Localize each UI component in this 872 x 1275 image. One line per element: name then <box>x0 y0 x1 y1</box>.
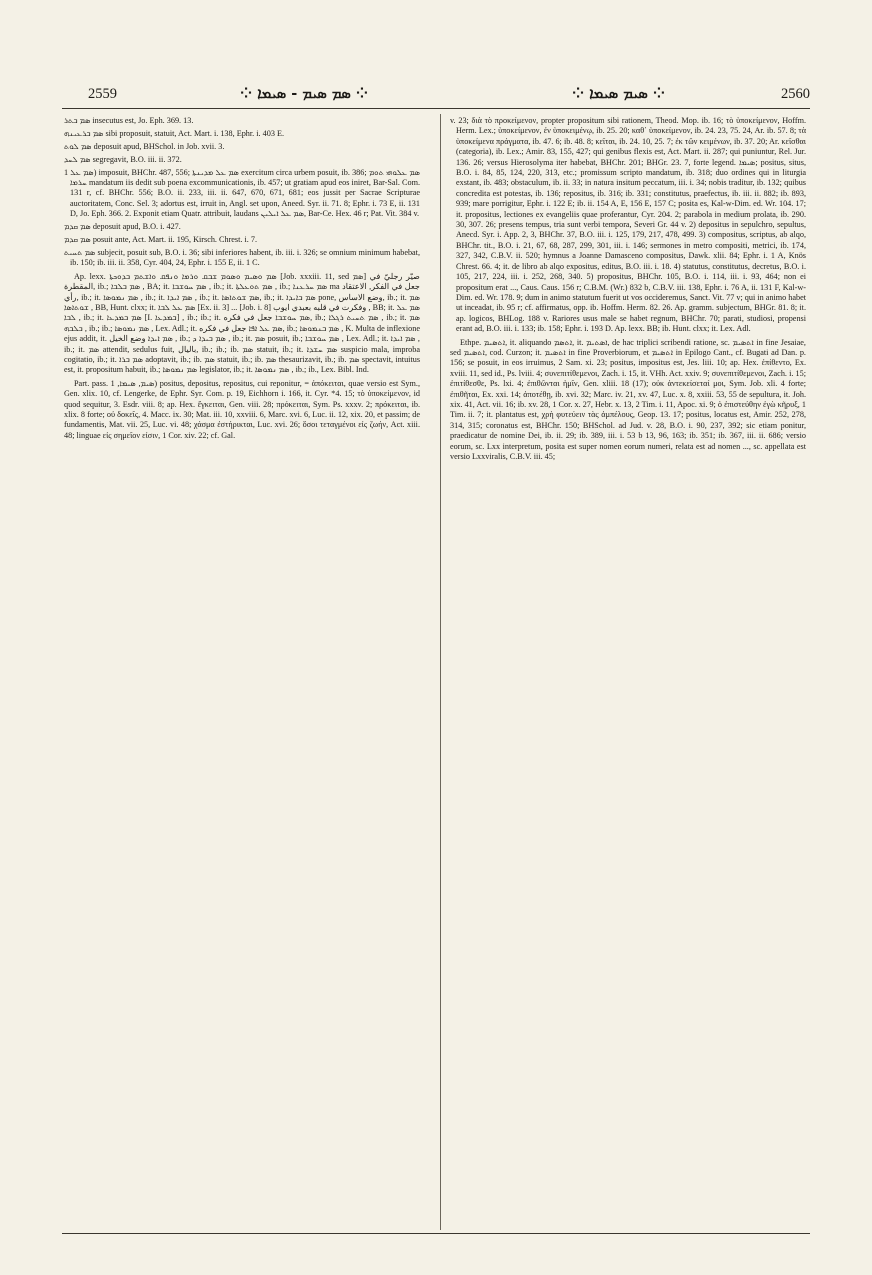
dictionary-entry: ܣܡ ܒܪܥܝܢܗ sibi proposuit, statuit, Act. Mart. i. 138, Ephr. i. 403 E. <box>64 128 285 138</box>
dictionary-entry: ܣܡ ܥܠ 1) imposuit, BHChr. 487, 556; ܣܡ ܥܠ ܡܕܝܢܬܐ exercitum circa urbem posuit, ib. 386; ܣܡ ܥܠܘܗܝ ܬܘܡ ܚܪܡܐ mandatum iis dedit sub poena excommunicationis, ib. 457; ut gratiam apud eos iniret, Bar-Sal. Com. 131 r, cf. BHChr. 556; B.O. ii. 233, iii. ii. 647, 670, 671, 681; eos jussit per Sacrae Scripturae auctoritatem, Conc. Sel. 3; adortus est, irruit in, Angl. set upon, Aneed. Syr. ii. 71. 8; Ephr. i. 73 E, ii. 131 D, Jo. Eph. 366. 2. Exponit etiam Quatr. attribuit, laudans ܣܡ ܥܠ ܐܝܠܝܢ, Bar-Ce. Hex. 46 r; Pat. Vit. 384 v. <box>64 167 420 219</box>
running-title-right: ⁘ ܣܝܡ ܣܝܡܐ ⁘ <box>572 86 666 102</box>
dictionary-entry: ܣܡ ܩܕܡ deposuit apud, B.O. i. 427. <box>64 222 181 232</box>
header-rule <box>62 108 810 109</box>
dictionary-entry: ܣܡ ܒܬܪ insecutus est, Jo. Eph. 369. 13. <box>64 116 194 125</box>
dictionary-entry: Ethpe. ܐܬܣܝܡ, it. aliquando ܐܬܣܡ, it. ܐܣܬܝܡ, de hac triplici scribendi ratione, sc. ܐܬܣܝܡ in fine Jesaiae, sed ܐܬܣܝܡ, cod. Curzon; it. ܐܬܣܝܡ in fine Proverbiorum, et ܐܬܣܝܡ in Epilogo Cant., cf. Bugati ad Dan. p. 156; se posuit, in eos irruimus, 2 Sam. xi. 23; positus, impositus est, Jes. liii. 10; ap. Hex. ἐπίθεντο, Ex. xviii. 11, sed id., Ps. lviii. 4; συνεπιτίθεμενοι, Zach. i. 15, it. VHh. Act. xxiv. 9; συνεπιτίθεμενοι, Zach. i. 15; ἐπιτίθεσθε, Ps. lxi. 4; ἐπιθῶνται ἡμῖν, Gen. xliii. 18 (17); οὐκ ἀντεκείσεταί μοι, Sym. Job. xli. 4 forte; ἐπιθῆται, Ex. xxi. 14; ἀποτέθῃ, ib. xvi. 32; Marc. iv. 21, xv. 47, Luc. x. 8, xxiii. 53, 55 de sepultura, it. Joh. xix. 41, Act. vii. 16; ib. xv. 28, 1 Cor. x. 27, Hebr. x. 13, 2 Tim. i. 11, Apoc. xi. 9; ὁ ἐπιστεύθην ἐγὼ κῆρυξ, 1 Tim. ii. 7; it. plantatus est, χρὴ φυτεύειν τὰς ἀμπέλους, Geop. 13. 17; positus, locatus est, Amir. 252, 278, 314, 315; coronatus est, BHChr. 150; BHSchol. ad Jud. v. 28, B.O. i. 90, 237, 392; sic etiam ponitur, praedicatur de nomine Dei, ib. ii. 29; ib. 389, iii. i. 53 b 13, 96, 163; ib. 351; ib. 367, iii. ii. 686; versio eorum, sc. Lxx interpretum, posita est super nomen eorum numeri, relata est ad nomen ..., sc. appellata est versio Lxxviralis, C.B.V. iii. 45; <box>450 337 806 461</box>
dictionary-entry: ܣܡ ܩܕܡ posuit ante, Act. Mart. ii. 195, Kirsch. Chrest. i. 7. <box>64 235 257 245</box>
left-column <box>64 116 420 1228</box>
right-column <box>450 116 806 1228</box>
dictionary-entry: Ap. lexx. ܣܡ ܘܣܝܡ ܘܣܘܡ ܫܒܩ ܘܪܡܐ ܘܢܦܩ ܘܐܫܬܡ ܒܕܘܟܬܐ [Job. xxxiii. 11, sed ܣܡ] صيّر رجليّ في المقطرة, ib.; ܣܡ ܒܠܒܐ , BA; it. ܣܡ ܚܘܫܒܐ , ib.; it. ܣܡ ܬܘܥܠܬܐ , ib.; ܣܡ ܚܪܥܢܐ ma جعل في الفكر, الاعتقاد رأي, ib.; it. ܣܡ ܢܡܘܣܐ , ib.; it. ܣܡ ܐܝܕܐ , ib.; it. ܣܡ ܫܘܬܐܣܐ, ib.; it. ܣܡ ܒܐܝܕܐ pone, وضع الاساس, ib.; it. ܣܡ ܫܘܬܐܣܐ , BB, Hunt. clxx; it. ܣܡ ܥܠ ܠܒܐ [Ex. ii. 3] ... [Job. i. 8] وفكرت في قلبه بعبدي ايوب , BB; it. ܣܡ ܥܠ ܠܒܐ , ib.; it. ܣܡ ܒܡܕܥܐ [I. ܒܡܕܥܐ] , ib.; ib.; it. ܣܡ ܚܘܫܒܐ جعل في فكره, ib.; ܣܡ ܬܚܝܬ ܪܓܠܐ , ib.; it. ܣܡ ܒܠܒܗ , ib.; ib.; ܣܡ ܢܡܘܣܐ , Lex. Adl.; it. ܣܡ ܥܠ ܐܦܐ جعل في فكره, ib.; ܣܡ ܒܢܡܘܣܐ , K. Multa de inflexione ejus addit, it. ܣܡ ܐܝܕܐ وضع الخيل , ib.; ܣܡ ܒܝܕܐ ܕ , ib.; it. ܣܡ posuit, ib.; ܣܡ ܚܘܫܒܐ , Lex. Adl.; it. ܣܡ ܐܝܕܐ , ib.; it. ܣܡ attendit, sedulus fuit, باليال, ib.; ib.; ib. ܣܡ statuit, ib.; it. ܣܡ ܚܫܕܐ suspicio mala, improba cogitatio, ib.; it. ܣܡ ܒܪܐ adoptavit, ib.; ib. ܣܡ statuit, ib.; ib. ܣܡ thesaurizavit, ib.; ib. ܣܡ spectavit, intuitus est, it. propositum habuit, ib.; ܣܡ ܢܡܘܣܐ legislator, ib.; it. ܣܡ ܢܡܘܣܐ , ib.; ib., Lex. Bibl. Ind. <box>64 271 420 375</box>
dictionary-entry: ܣܡ ܠܚܕ segregavit, B.O. iii. ii. 372. <box>64 154 182 164</box>
dictionary-entry: ܣܡ ܠܘܬ deposuit apud, BHSchol. in Job. xvii. 3. <box>64 141 225 151</box>
dictionary-entry: v. 23; διὰ τὸ προκείμενον, propter propositum sibi rationem, Theod. Mop. ib. 16; τὸ ὑποκείμενον, Hoffm. Herm. Lex.; ὑποκείμενον, ἐν ὑποκειμένῳ, ib. 25. 20; καθ᾽ ὑποκείμενον, ib. 24. 23, 75. 24, Ar. ib. 57. 8; τὰ ὑποκείμενα πράγματα, ib. 47. 6; ib. 48. 8; κεῖται, ib. 24. 10, 25. 7; ἐκ τῶν κειμένων, ib. 37. 20; Ar. κεῖσθαι (categoria), ib. Lex.; Amir. 83, 155, 427; qui genibus flexis est, Act. Mart. ii. 287; qui puniuntur, Rel. Jur. 136. 26; versus Hierosolyma iter habebat, BHChr. 201; BHGr. 23. 7, forte legend. ܣܝܡܐ; positus, situs, B.O. i. 84, 85, 124, 220, 313, etc.; promissum scripto mandatum, ib. 318; duo ordines qui in liturgia exstant, ib. 483; obstaculum, ib. ii. 33; in natura insitum peccatum, iii. i. 34; nobis traditur, ib. 132; quibus concredita est potestas, ib. 136; repositus, ib. 316; ib. 331; constitutus, praefectus, ib. iii. ii. 882; ib. 893, 939; mare porrigitur, Ephr. i. 122 E; ib. ii. 154 A, E, 156 E, 157 C; posita es, Kal-w-Dim. ed. Wr. 104. 17; it. propositus, lectiones ex evangeliis quae proferantur, Cyr. 204. 2; parabola in medium prolata, ib. 290. 30, 307. 26; presens tempus, tria sunt verbi tempora, Severi Gr. 44 v. 2) depositus in sepulchro, sepultus, Anecd. Syr. i. App. 2, 3, BHChr. 37, B.O. iii. i. 125, 179, 217, 478, 499. 3) compositus, scriptus, ab alqo, BHChr. tit., B.O. i. 21, 67, 68, 287, 299, 301, iii. i. 146; sermones in metro compositi, metrici, ib. 174, 327, 342, C.B.V. ii. 520; hymnus a Joanne Damasceno compositus, Dawk. xlii. 84; Ephr. i. 1 A, Knös Chrest. 66. 4; it. de libro ab alqo expositus, editus, B.O. iii. i. 18. 4) statutus, constitutus, decretus, B.O. i. 105, 217, 224, iii. i. 252, 268, 340. 5) propositus, BHChr. 105, B.O. i. 114, iii. i. 93, 464; non ei propositum erat ..., Caus. Caus. 156 r; C.B.M. (Wr.) 832 b, C.B.V. iii. 138, Ephr. i. 76 A, ii. 131 F, Kal-w-Dim. ed. Wr. 178. 9; dum in animo statutum fuerit ut vos occideremus, Sanct. Vit. 77 v; qui in animo habet ut inceadat, ib. 95 r; cf. affirmatus, opp. ib. Hoffm. Herm. 82. 26. Ap. gramm. subjectum, BHGr. 81. 8; it. ap. logicos, BHLog. 188 v. Rariores usus male se habet regnum, BHChr. 70; parati, studiosi, propensi erant ad, B.O. iii. i. 133; ib. 158; Ephr. i. 193 D. Ap. lexx. BB; ib. Hunt. clxx; it. Lex. Adl. <box>450 116 806 334</box>
running-title-left: ⁘ ܣܡ ܣܝܡ - ܣܝܡܐ ⁘ <box>240 86 369 102</box>
page-number-left: 2559 <box>88 86 117 102</box>
footer-rule <box>62 1233 810 1234</box>
column-divider <box>440 114 441 1230</box>
dictionary-entry: Part. pass. ܣܝܡ, ܣܝܡܐ, 1) positus, depositus, repositus, cui reponitur, = ἀπόκειται, quae versio est Sym., Gen. xlix. 10, cf. Lengerke, de Ephr. Syr. Com. p. 19, Eichhorn i. 166, it. Cyr. *4. 15; τὸ ὑποκείμενον, id quod sequitur, 3. Esdr. viii. 8; ap. Hex. ἔγκειται, Gen. viii. 28; πρόκειται, Sym. Ps. xxxv. 2; πρόκειται, ib. xlix. 8 forte; οὐ δοκεῖς, 4. Macc. ix. 30; Mat. iii. 10, xxviii. 6, Marc. xvi. 6, Luc. ii. 12, xix. 20, et passim; de fundamentis, Mat. vii. 25, Luc. vi. 48; χάσμα ἐστήρικται, Luc. xvi. 26; ὅσοι τεταγμένοι εἰς ζωήν, Act. xiii. 48; linguae εἰς σημεῖον εἰσιν, 1 Cor. xiv. 22; cf. Gal. <box>64 378 420 440</box>
page-number-right: 2560 <box>781 86 810 102</box>
dictionary-entry: ܣܡ ܬܚܝܬ subjecit, posuit sub, B.O. i. 36; sibi inferiores habent, ib. iii. i. 326; se omnium minimum habebat, ib. 150; ib. iii. ii. 358, Cyr. 404, 24, Ephr. i. 155 E, ii. 1 C. <box>64 247 420 268</box>
